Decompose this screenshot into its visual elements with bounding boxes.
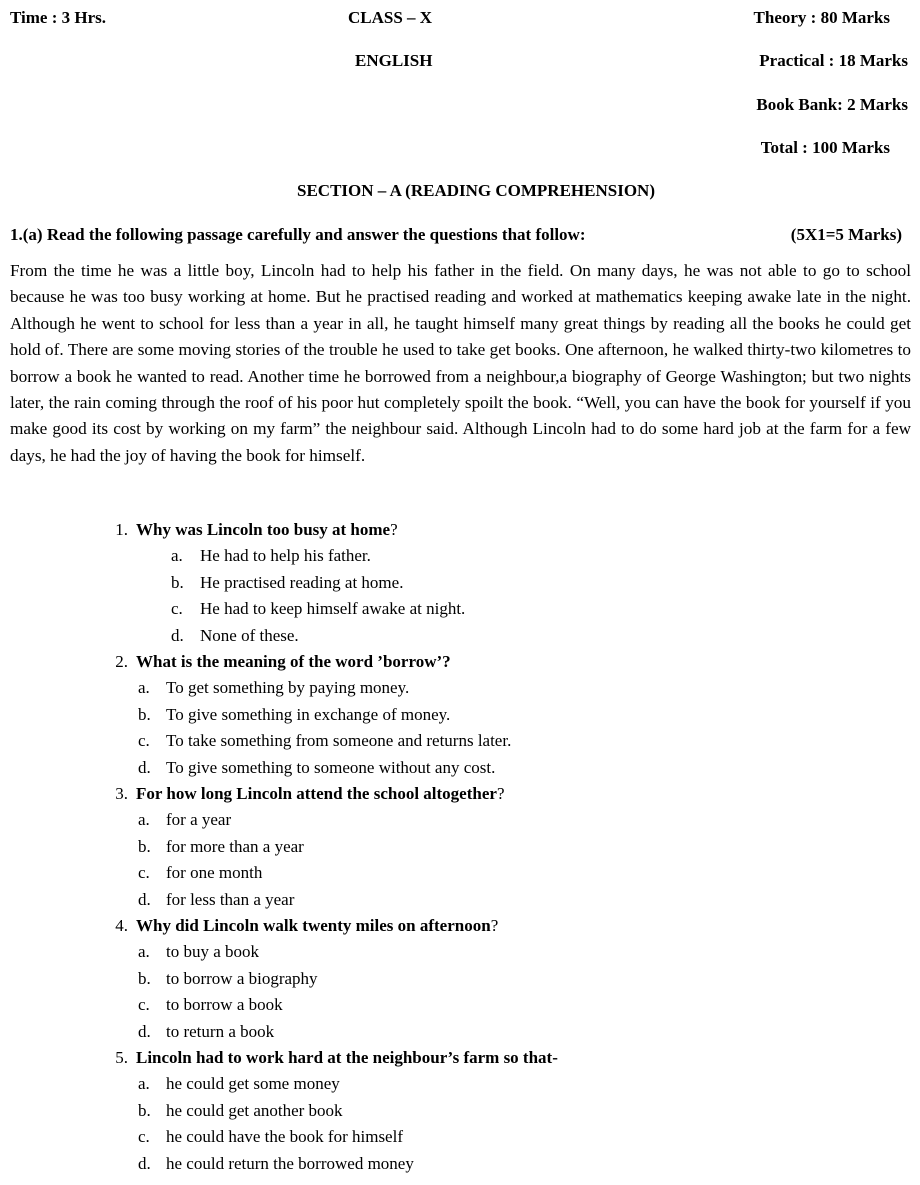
- option-letter: a.: [171, 546, 183, 566]
- question-text-tail: ?: [490, 916, 499, 935]
- question-text-main: Why was Lincoln too busy at home: [136, 520, 391, 539]
- option-text: To give something to someone without any cost.: [166, 757, 496, 777]
- option-letter: a.: [138, 678, 150, 698]
- option-letter: d.: [138, 1021, 151, 1041]
- option-text: He practised reading at home.: [200, 572, 404, 592]
- section-title: SECTION – A (READING COMPREHENSION): [297, 181, 655, 200]
- option-text: he could get another book: [166, 1100, 343, 1120]
- question-text: [136, 1048, 558, 1068]
- option-letter: b.: [138, 704, 151, 724]
- option-text: To take something from someone and returns later.: [166, 731, 512, 751]
- option-text: to return a book: [166, 1021, 275, 1041]
- option-letter: d.: [138, 889, 151, 909]
- option-text: To give something in exchange of money.: [166, 704, 451, 724]
- question-text: [136, 784, 504, 804]
- option-text: he could return the borrowed money: [166, 1153, 414, 1173]
- question-number: 5.: [115, 1048, 128, 1067]
- question-text-tail: ?: [390, 520, 398, 539]
- option-letter: a.: [138, 942, 150, 962]
- theory-marks: Theory : 80 Marks: [753, 8, 890, 27]
- option-letter: b.: [138, 968, 151, 988]
- question-text: [136, 652, 451, 672]
- question-text-main: Why did Lincoln walk twenty miles on afternoon: [136, 916, 491, 935]
- option-letter: c.: [138, 731, 150, 751]
- question-text-main: What is the meaning of the word ’borrow’?: [136, 652, 451, 671]
- question-text: [136, 520, 398, 540]
- practical-marks: Practical : 18 Marks: [759, 51, 908, 70]
- reading-passage: From the time he was a little boy, Lincoln had to help his father in the field. On many days, he was not able to go to school because he was too busy working at home. But he practised reading and worked at mathematics keeping awake late in the night. Although he went to school for less than a year in all, he taught himself many great things by reading all the books he could get hold of. There are some moving stories of the trouble he used to take get books. One afternoon, he walked thirty-two kilometres to borrow a book he wanted to read. Another time he borrowed from a neighbour,a biography of George Washington; but two nights later, the rain coming through the roof of his poor hut completely spoilt the book. “Well, you can have the book for yourself if you make good its cost by working on my farm” the neighbour said. Although Lincoln had to do some hard job at the farm for a few days, he had the joy of having the book for himself.: [10, 261, 911, 465]
- option-text: he could get some money: [166, 1074, 340, 1094]
- option-text: None of these.: [200, 625, 299, 645]
- option-letter: d.: [138, 1153, 151, 1173]
- question-text-main: For how long Lincoln attend the school altogether: [136, 784, 497, 803]
- option-text: for less than a year: [166, 889, 295, 909]
- question-number: 4.: [115, 916, 128, 935]
- option-text: to borrow a book: [166, 995, 283, 1015]
- question-marks: (5X1=5 Marks): [790, 225, 902, 244]
- option-letter: c.: [171, 599, 183, 619]
- option-letter: d.: [171, 625, 184, 645]
- option-letter: c.: [138, 863, 150, 883]
- question-text-tail: ?: [496, 784, 505, 803]
- option-text: to buy a book: [166, 942, 260, 962]
- option-text: He had to help his father.: [200, 546, 371, 566]
- option-letter: c.: [138, 1127, 150, 1147]
- option-letter: a.: [138, 810, 150, 830]
- question-number: 3.: [115, 784, 128, 803]
- option-letter: b.: [171, 572, 184, 592]
- option-letter: b.: [138, 1100, 151, 1120]
- class-label: CLASS – X: [348, 8, 433, 27]
- option-text: he could have the book for himself: [166, 1127, 403, 1147]
- question-text-main: Lincoln had to work hard at the neighbour’s farm so that-: [136, 1048, 558, 1067]
- question-number: 1.: [115, 520, 128, 539]
- option-text: To get something by paying money.: [166, 678, 410, 698]
- question-text: [136, 916, 498, 936]
- question-instruction: 1.(a) Read the following passage carefully and answer the questions that follow:: [10, 225, 586, 244]
- question-number: 2.: [115, 652, 128, 671]
- subject-label: ENGLISH: [355, 51, 433, 70]
- book-bank-marks: Book Bank: 2 Marks: [756, 95, 908, 114]
- option-letter: d.: [138, 757, 151, 777]
- option-text: for one month: [166, 863, 263, 883]
- total-marks: Total : 100 Marks: [760, 138, 890, 157]
- option-text: to borrow a biography: [166, 968, 318, 988]
- option-text: He had to keep himself awake at night.: [200, 599, 466, 619]
- option-letter: b.: [138, 836, 151, 856]
- option-letter: a.: [138, 1074, 150, 1094]
- option-text: for more than a year: [166, 836, 304, 856]
- option-letter: c.: [138, 995, 150, 1015]
- option-text: for a year: [166, 810, 232, 830]
- time-label: Time : 3 Hrs.: [10, 8, 107, 27]
